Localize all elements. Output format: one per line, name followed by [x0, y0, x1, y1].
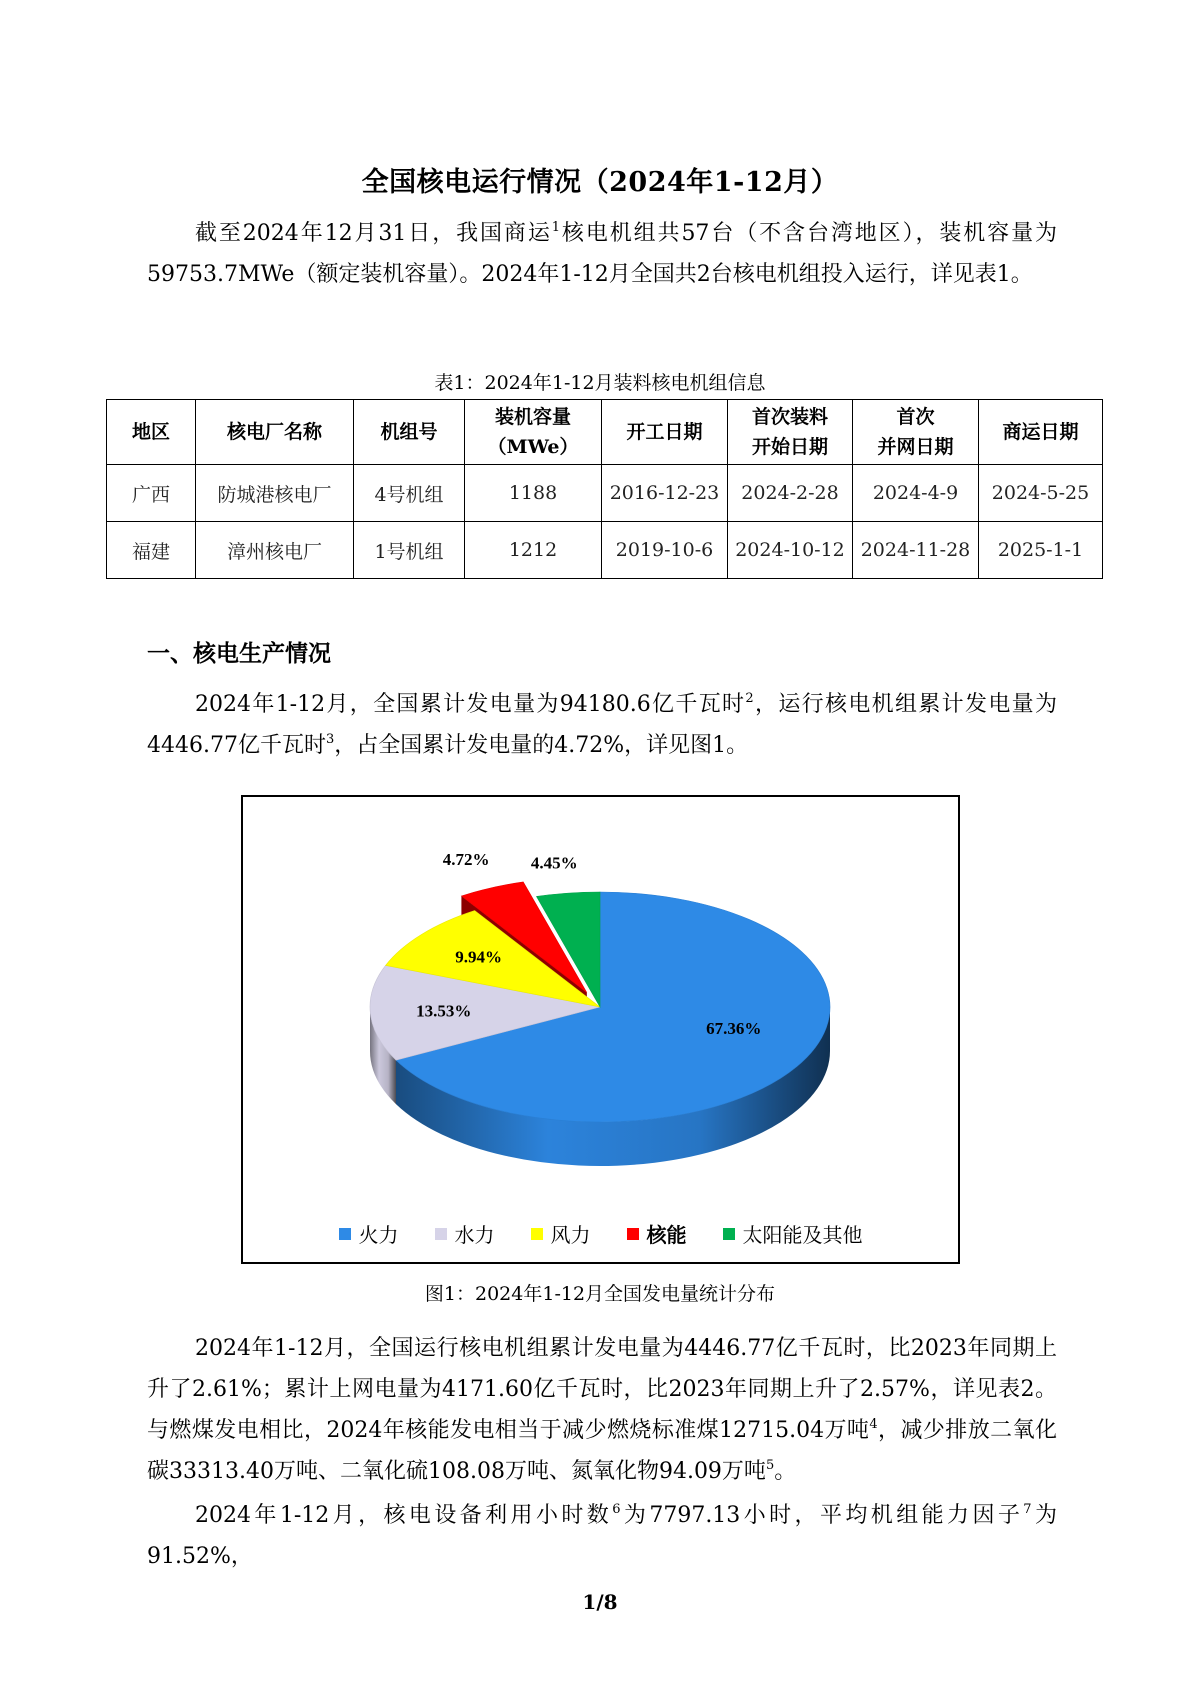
legend-label: 太阳能及其他: [742, 1223, 863, 1247]
util-text-a: 2024年1-12月，核电设备利用小时数: [195, 1503, 613, 1528]
legend-label: 核能: [646, 1223, 687, 1247]
table-header-text: 商运日期: [1002, 421, 1079, 443]
output-text-a: 2024年1-12月，全国运行核电机组累计发电量为4446.77亿千瓦时，比2023年同期上升了2.61%；累计上网电量为4171.60亿千瓦时，比2023年同期上升了2.57%，详见表2。与燃煤发电相比，2024年核能发电相当于减少燃烧标准煤12715.04万吨: [147, 1336, 1057, 1443]
table-header-text: 机组号: [380, 421, 438, 443]
table-header-text: （MWe）: [487, 436, 579, 458]
table-header-text: 开工日期: [626, 421, 703, 443]
legend-label: 水力: [454, 1223, 495, 1247]
footnote-2: 2: [745, 691, 754, 706]
intro-paragraph: [147, 213, 1057, 295]
output-paragraph: [147, 1328, 1057, 1492]
util-text-b: 为7797.13小时，平均机组能力因子: [620, 1503, 1024, 1528]
footnote-5: 5: [765, 1458, 775, 1473]
chart-legend: [243, 1219, 958, 1248]
generation-pie-chart: [241, 795, 960, 1264]
table-header-text: 地区: [131, 421, 170, 443]
legend-swatch: [531, 1228, 543, 1240]
slice-data-label: 4.45%: [530, 853, 578, 873]
table-header-cell: [354, 400, 465, 465]
output-text-c: 。: [774, 1459, 797, 1484]
table-cell: 2024-5-25: [979, 465, 1103, 522]
legend-item: [339, 1219, 399, 1248]
legend-swatch: [339, 1228, 351, 1240]
table-header-text: 首次: [896, 406, 935, 428]
footnote-3: 3: [325, 732, 335, 747]
utilization-paragraph: [147, 1495, 1057, 1577]
table-cell: 漳州核电厂: [196, 522, 354, 579]
table-header-text: 首次装料: [751, 406, 828, 428]
unit-info-table: [106, 399, 1103, 579]
util-text-c: 为91.52%，: [147, 1503, 1057, 1569]
table-header-text: 开始日期: [751, 436, 828, 458]
footnote-1: 1: [551, 220, 561, 235]
table-header-cell: [196, 400, 354, 465]
table1-caption: 表1：2024年1-12月装料核电机组信息: [434, 372, 766, 394]
table-header-cell: [465, 400, 602, 465]
footnote-7: 7: [1023, 1502, 1032, 1517]
table-row: [107, 522, 1103, 579]
table-header-cell: [107, 400, 196, 465]
table-header-row: [107, 400, 1103, 465]
legend-item: [723, 1219, 863, 1248]
table-cell: 1212: [465, 522, 602, 579]
figure1-caption: 图1：2024年1-12月全国发电量统计分布: [424, 1283, 776, 1305]
table-cell: 1188: [465, 465, 602, 522]
output-text-b: ，减少排放二氧化碳33313.40万吨、二氧化硫108.08万吨、氮氧化物94.09万吨: [147, 1418, 1057, 1484]
table-header-text: 核电厂名称: [226, 421, 322, 443]
page-number: 1/8: [582, 1590, 618, 1614]
table-header-cell: [853, 400, 979, 465]
table-header-cell: [728, 400, 853, 465]
legend-swatch: [627, 1228, 639, 1240]
pie-chart-svg: [243, 797, 958, 1217]
legend-label: 火力: [358, 1223, 399, 1247]
table-header-cell: [979, 400, 1103, 465]
gen-text-b: ，运行核电机组累计发电量为4446.77亿千瓦时: [147, 692, 1057, 758]
table-cell: 1号机组: [354, 522, 465, 579]
footnote-4: 4: [869, 1417, 878, 1432]
slice-data-label: 67.36%: [706, 1018, 762, 1038]
legend-item: [627, 1219, 687, 1248]
table-body: [107, 465, 1103, 579]
gen-text-a: 2024年1-12月，全国累计发电量为94180.6亿千瓦时: [195, 692, 746, 717]
table-cell: 福建: [107, 522, 196, 579]
table-header-cell: [602, 400, 728, 465]
table-header-text: 装机容量: [494, 406, 571, 428]
slice-data-label: 9.94%: [455, 947, 502, 967]
slice-data-label: 4.72%: [442, 850, 490, 869]
legend-item: [531, 1219, 591, 1248]
legend-swatch: [435, 1228, 447, 1240]
intro-text-a: 截至2024年12月31日，我国商运: [195, 221, 552, 246]
slice-data-label: 13.53%: [416, 1001, 472, 1021]
footnote-6: 6: [612, 1502, 621, 1517]
legend-item: [435, 1219, 495, 1248]
legend-swatch: [723, 1228, 735, 1240]
table-cell: 2024-10-12: [728, 522, 853, 579]
intro-text-b: 核电机组共57台（不含台湾地区），装机容量为59753.7MWe（额定装机容量）。2024年1-12月全国共2台核电机组投入运行，详见表1。: [147, 221, 1057, 287]
table-cell: 2024-11-28: [853, 522, 979, 579]
table-cell: 2019-10-6: [602, 522, 728, 579]
table-cell: 4号机组: [354, 465, 465, 522]
table-cell: 广西: [107, 465, 196, 522]
document-title: 全国核电运行情况（2024年1-12月）: [361, 167, 839, 198]
table-cell: 2024-4-9: [853, 465, 979, 522]
table-header-text: 并网日期: [877, 436, 954, 458]
table-cell: 2016-12-23: [602, 465, 728, 522]
generation-paragraph: [147, 684, 1057, 766]
table-cell: 2024-2-28: [728, 465, 853, 522]
table-cell: 防城港核电厂: [196, 465, 354, 522]
table-cell: 2025-1-1: [979, 522, 1103, 579]
gen-text-c: ，占全国累计发电量的4.72%，详见图1。: [334, 733, 749, 758]
legend-label: 风力: [550, 1223, 591, 1247]
table-row: [107, 465, 1103, 522]
section-heading: 一、核电生产情况: [147, 640, 331, 667]
